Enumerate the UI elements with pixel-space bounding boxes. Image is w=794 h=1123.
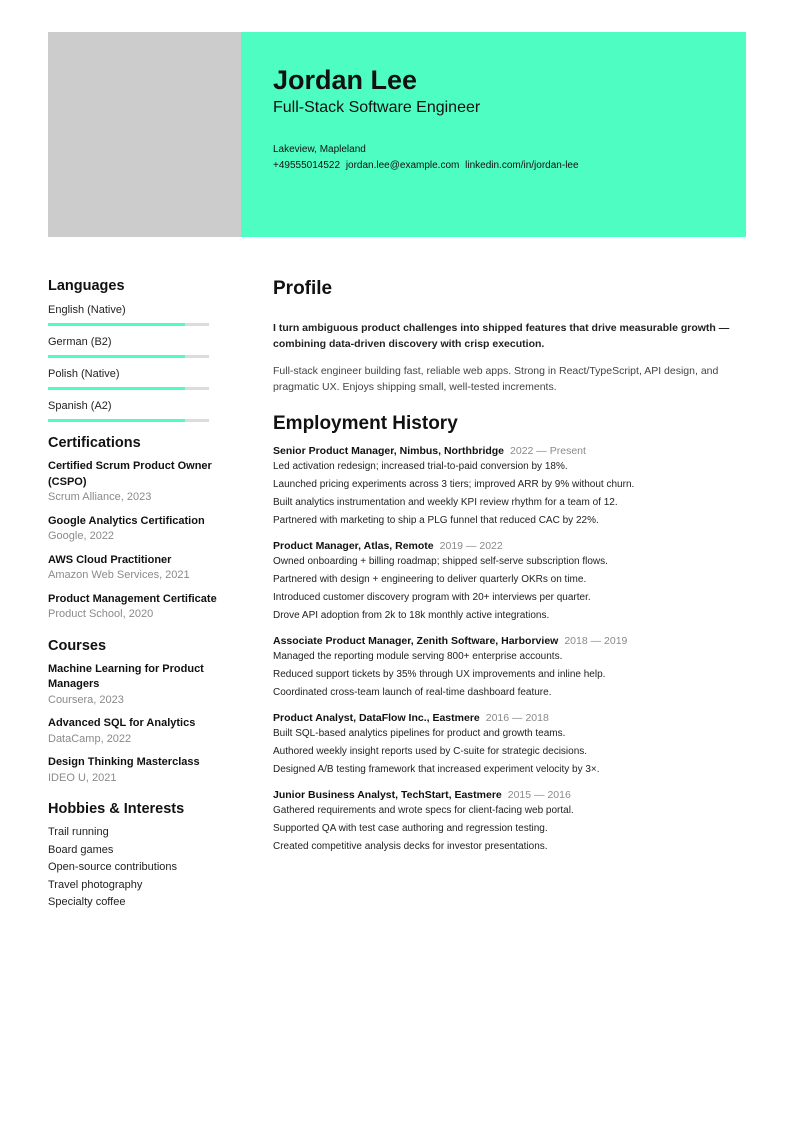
job-bullet: Drove API adoption from 2k to 18k monthly active integrations. xyxy=(273,610,550,621)
profile-heading: Profile xyxy=(273,278,333,299)
hobbies-list xyxy=(48,824,218,912)
job-dates: 2015 — 2016 xyxy=(507,789,571,801)
job-dates: 2019 — 2022 xyxy=(439,540,503,552)
job-entry xyxy=(273,539,733,625)
job-bullet: Coordinated cross-team launch of real-time dashboard feature. xyxy=(273,687,552,698)
certifications-list xyxy=(48,459,218,623)
hobby-item: Travel photography xyxy=(48,878,143,891)
job-entry xyxy=(273,634,733,702)
job-header xyxy=(273,788,733,802)
job-bullet: Introduced customer discovery program with 20+ interviews per quarter. xyxy=(273,592,591,603)
job-entry xyxy=(273,711,733,779)
course-item xyxy=(48,716,218,747)
job-title: Product Analyst, DataFlow Inc., Eastmere xyxy=(273,712,480,724)
course-provider: DataCamp, 2022 xyxy=(48,732,132,745)
course-item xyxy=(48,755,218,786)
certification-name: Product Management Certificate xyxy=(48,592,217,605)
photo-placeholder xyxy=(48,32,241,237)
candidate-title: Full-Stack Software Engineer xyxy=(273,99,481,116)
hobbies-heading: Hobbies & Interests xyxy=(48,801,185,817)
certification-issuer: Google, 2022 xyxy=(48,530,115,542)
certification-name: AWS Cloud Practitioner xyxy=(48,553,172,566)
language-level-fill xyxy=(48,355,185,358)
language-level-bar xyxy=(48,323,209,326)
language-name: English (Native) xyxy=(48,304,126,316)
job-dates: 2022 — Present xyxy=(510,445,586,457)
job-bullet: Supported QA with test case authoring and regression testing. xyxy=(273,823,548,834)
courses-heading: Courses xyxy=(48,637,107,654)
employment-list xyxy=(273,444,733,856)
job-dates: 2018 — 2019 xyxy=(564,635,628,647)
hobby-item: Board games xyxy=(48,843,114,856)
language-item xyxy=(48,399,218,422)
course-provider: IDEO U, 2021 xyxy=(48,771,117,784)
job-bullet: Partnered with marketing to ship a PLG funnel that reduced CAC by 22%. xyxy=(273,515,599,526)
languages-heading: Languages xyxy=(48,278,125,294)
course-name: Advanced SQL for Analytics xyxy=(48,717,196,729)
email-link[interactable]: jordan.lee@example.com xyxy=(345,160,460,171)
languages-list xyxy=(48,303,218,422)
employment-heading: Employment History xyxy=(273,413,458,434)
job-bullet: Led activation redesign; increased trial-to-paid conversion by 18%. xyxy=(273,461,568,472)
courses-list xyxy=(48,662,218,787)
profile-summary: Full-stack engineer building fast, reliable web apps. Strong in React/TypeScript, API design, and pragmatic UX. Enjoys shipping small, well-tested increments. xyxy=(273,365,719,393)
sidebar xyxy=(48,278,218,912)
profile-summary-bold: I turn ambiguous product challenges into shipped features that drive measurable growth — combining data-driven discovery with crisp execution. xyxy=(273,322,730,350)
job-title: Product Manager, Atlas, Remote xyxy=(273,540,434,552)
job-bullet: Created competitive analysis decks for investor presentations. xyxy=(273,841,548,852)
job-title: Associate Product Manager, Zenith Software, Harborview xyxy=(273,635,559,647)
job-bullet: Launched pricing experiments across 3 tiers; improved ARR by 9% without churn. xyxy=(273,479,635,490)
header-band xyxy=(241,32,746,237)
job-bullet: Gathered requirements and wrote specs for client-facing web portal. xyxy=(273,805,574,816)
certification-item xyxy=(48,514,218,545)
job-bullet: Built analytics instrumentation and weekly KPI review rhythm for a team of 12. xyxy=(273,497,618,508)
job-bullet: Designed A/B testing framework that increased experiment velocity by 3×. xyxy=(273,764,600,775)
job-dates: 2016 — 2018 xyxy=(485,712,549,724)
job-bullet: Authored weekly insight reports used by C-suite for strategic decisions. xyxy=(273,746,588,757)
certification-item xyxy=(48,553,218,584)
certification-issuer: Amazon Web Services, 2021 xyxy=(48,569,190,581)
language-level-fill xyxy=(48,419,185,422)
contact-line xyxy=(273,160,579,171)
job-header xyxy=(273,539,733,553)
language-name: Polish (Native) xyxy=(48,368,120,380)
certification-name: Google Analytics Certification xyxy=(48,514,205,527)
linkedin-link[interactable]: linkedin.com/in/jordan-lee xyxy=(465,160,579,171)
job-title: Senior Product Manager, Nimbus, Northbridge xyxy=(273,445,505,457)
language-item xyxy=(48,303,218,326)
language-level-fill xyxy=(48,323,185,326)
phone: +49555014522 xyxy=(273,160,341,171)
candidate-name: Jordan Lee xyxy=(273,65,418,95)
language-level-bar xyxy=(48,387,209,390)
course-provider: Coursera, 2023 xyxy=(48,693,124,706)
course-item xyxy=(48,662,218,709)
language-item xyxy=(48,367,218,390)
language-level-fill xyxy=(48,387,185,390)
certification-issuer: Product School, 2020 xyxy=(48,608,154,620)
job-bullet: Reduced support tickets by 35% through UX improvements and inline help. xyxy=(273,669,606,680)
job-header xyxy=(273,444,733,458)
job-title: Junior Business Analyst, TechStart, Eastmere xyxy=(273,789,502,801)
language-item xyxy=(48,335,218,358)
job-bullet: Partnered with design + engineering to deliver quarterly OKRs on time. xyxy=(273,574,587,585)
job-bullet: Managed the reporting module serving 800+ enterprise accounts. xyxy=(273,651,563,662)
language-level-bar xyxy=(48,419,209,422)
language-name: German (B2) xyxy=(48,336,112,348)
language-name: Spanish (A2) xyxy=(48,400,112,412)
job-bullet: Built SQL-based analytics pipelines for product and growth teams. xyxy=(273,728,566,739)
main-content xyxy=(273,278,733,856)
language-level-bar xyxy=(48,355,209,358)
job-bullet: Owned onboarding + billing roadmap; shipped self-serve subscription flows. xyxy=(273,556,608,567)
job-entry xyxy=(273,444,733,530)
certification-name: Certified Scrum Product Owner (CSPO) xyxy=(48,460,212,488)
hobby-item: Specialty coffee xyxy=(48,896,126,908)
location: Lakeview, Mapleland xyxy=(273,144,366,155)
certifications-heading: Certifications xyxy=(48,435,141,451)
course-name: Design Thinking Masterclass xyxy=(48,756,200,768)
course-name: Machine Learning for Product Managers xyxy=(48,662,204,690)
job-entry xyxy=(273,788,733,856)
certification-issuer: Scrum Alliance, 2023 xyxy=(48,491,152,503)
hobby-item: Open-source contributions xyxy=(48,861,178,873)
job-header xyxy=(273,634,733,648)
certification-item xyxy=(48,459,218,506)
hobby-item: Trail running xyxy=(48,826,109,838)
job-header xyxy=(273,711,733,725)
certification-item xyxy=(48,592,218,623)
